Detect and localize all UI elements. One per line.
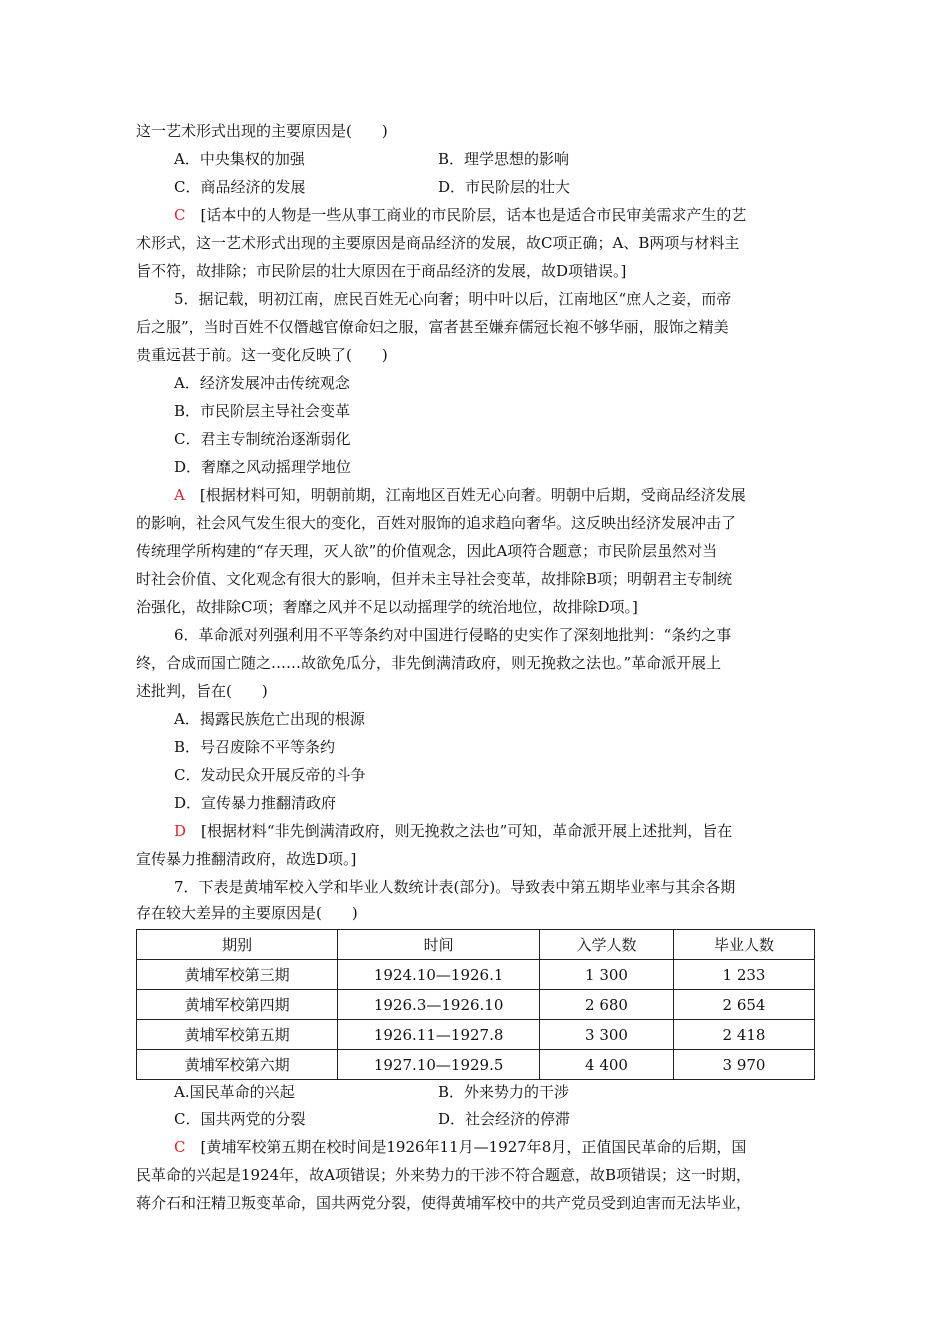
q6-stem-line: 终，合成而国亡随之……故欲免瓜分，非先倒满清政府，则无挽救之法也。”革命派开展上: [136, 654, 722, 672]
table-cell: 黄埔军校第四期: [137, 990, 338, 1020]
table-cell: 1924.10—1926.1: [338, 960, 540, 990]
q7-stem-line: 7．下表是黄埔军校入学和毕业人数统计表(部分)。导致表中第五期毕业率与其余各期: [174, 878, 736, 896]
q4-option-a: A．中央集权的加强: [174, 150, 305, 168]
q4-explanation-line: 旨不符，故排除；市民阶层的壮大原因在于商品经济的发展，故D项错误。]: [136, 262, 627, 280]
table-cell: 2 654: [674, 990, 815, 1020]
q7-explanation-line: 蒋介石和汪精卫叛变革命，国共两党分裂，使得黄埔军校中的共产党员受到迫害而无法毕业，: [136, 1194, 752, 1212]
q5-option-a: A．经济发展冲击传统观念: [174, 374, 350, 392]
q4-explanation-line: 术形式，这一艺术形式出现的主要原因是商品经济的发展，故C项正确；A、B两项与材料主: [136, 234, 740, 252]
q5-option-d: D．奢靡之风动摇理学地位: [174, 458, 352, 476]
table-row: [137, 1020, 815, 1050]
table-cell: 3 300: [539, 1020, 673, 1050]
table-cell: 1927.10—1929.5: [338, 1050, 540, 1080]
q6-option-b: B．号召废除不平等条约: [174, 738, 336, 756]
q6-explanation-line: D [根据材料“非先倒满清政府，则无挽救之法也”可知，革命派开展上述批判，旨在: [174, 822, 733, 840]
table-row: [137, 1050, 815, 1080]
table-header-cell: 毕业人数: [674, 930, 815, 960]
q6-option-c: C．发动民众开展反帝的斗争: [174, 766, 366, 784]
enrollment-table: [136, 929, 815, 1080]
table-cell: 黄埔军校第三期: [137, 960, 338, 990]
q4-option-b: B．理学思想的影响: [438, 150, 570, 168]
q5-explanation-line: 时社会价值、文化观念有很大的影响，但并未主导社会变革，故排除B项；明朝君主专制统: [136, 570, 733, 588]
q5-explanation-line: 的影响，社会风气发生很大的变化，百姓对服饰的追求趋向奢华。这反映出经济发展冲击了: [136, 514, 737, 532]
q6-stem-line: 6．革命派对列强利用不平等条约对中国进行侵略的史实作了深刻地批判：“条约之事: [174, 626, 732, 644]
q7-option-b: B．外来势力的干涉: [438, 1083, 570, 1101]
table-header-cell: 期别: [137, 930, 338, 960]
q5-option-c: C．君主专制统治逐渐弱化: [174, 430, 351, 448]
table-cell: 黄埔军校第六期: [137, 1050, 338, 1080]
q4-option-c: C．商品经济的发展: [174, 178, 306, 196]
q5-answer: A: [174, 486, 185, 504]
q4-answer: C: [174, 206, 186, 224]
q6-explanation-line: 宣传暴力推翻清政府，故选D项。]: [136, 850, 357, 868]
q5-stem-line: 后之服”，当时百姓不仅僭越官僚命妇之服，富者甚至嫌弃儒冠长袍不够华丽，服饰之精美: [136, 318, 729, 336]
q7-explanation-line: C [黄埔军校第五期在校时间是1926年11月—1927年8月，正值国民革命的后期，国: [174, 1138, 747, 1156]
table-cell: 1 300: [539, 960, 673, 990]
q7-option-d: D．社会经济的停滞: [438, 1110, 571, 1128]
q5-stem-line: 5．据记载，明初江南，庶民百姓无心向奢；明中叶以后，江南地区“庶人之妾，而帝: [174, 290, 732, 308]
q7-stem-line: 存在较大差异的主要原因是( ): [136, 904, 358, 922]
q7-answer: C: [174, 1138, 186, 1156]
q7-explanation-line: 民革命的兴起是1924年，故A项错误；外来势力的干涉不符合题意，故B项错误；这一时期，: [136, 1166, 752, 1184]
q6-option-d: D．宣传暴力推翻清政府: [174, 794, 337, 812]
q7-option-a: A.国民革命的兴起: [174, 1083, 295, 1101]
q7-option-c: C．国共两党的分裂: [174, 1110, 306, 1128]
q6-stem-line: 述批判，旨在( ): [136, 682, 268, 700]
q5-explanation-line: 治强化，故排除C项；奢靡之风并不足以动摇理学的统治地位，故排除D项。]: [136, 598, 638, 616]
q6-option-a: A．揭露民族危亡出现的根源: [174, 710, 365, 728]
table-header-cell: 时间: [338, 930, 540, 960]
q6-answer: D: [174, 822, 187, 840]
table-cell: 1926.3—1926.10: [338, 990, 540, 1020]
q5-stem-line: 贵重远甚于前。这一变化反映了( ): [136, 346, 388, 364]
table-cell: 4 400: [539, 1050, 673, 1080]
q5-explanation-line: A [根据材料可知，明朝前期，江南地区百姓无心向奢。明朝中后期，受商品经济发展: [174, 486, 746, 504]
q4-option-d: D．市民阶层的壮大: [438, 178, 571, 196]
table-cell: 1926.11—1927.8: [338, 1020, 540, 1050]
table-row: [137, 990, 815, 1020]
q5-option-b: B．市民阶层主导社会变革: [174, 402, 351, 420]
q4-stem: 这一艺术形式出现的主要原因是( ): [136, 122, 388, 140]
table-cell: 2 680: [539, 990, 673, 1020]
table-row: [137, 960, 815, 990]
table-cell: 2 418: [674, 1020, 815, 1050]
table-cell: 1 233: [674, 960, 815, 990]
q4-explanation-line: C [话本中的人物是一些从事工商业的市民阶层，话本也是适合市民审美需求产生的艺: [174, 206, 747, 224]
table-cell: 3 970: [674, 1050, 815, 1080]
q5-explanation-line: 传统理学所构建的“存天理，灭人欲”的价值观念，因此A项符合题意；市民阶层虽然对当: [136, 542, 718, 560]
table-header-row: [137, 930, 815, 960]
table-header-cell: 入学人数: [539, 930, 673, 960]
table-cell: 黄埔军校第五期: [137, 1020, 338, 1050]
